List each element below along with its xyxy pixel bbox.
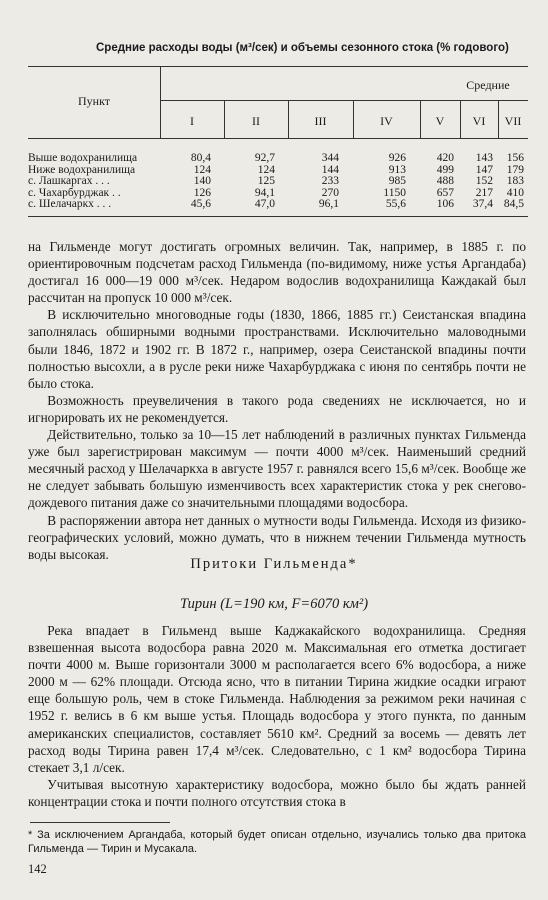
table-cell: 140: [193, 175, 211, 188]
table-cell: 124: [193, 163, 211, 176]
table-cell: 96,1: [318, 198, 339, 211]
table-bottom-rule: [28, 216, 528, 217]
table-cell: 147: [475, 163, 493, 176]
point-column-header: Пункт: [77, 94, 110, 108]
table-row-label: Выше водохранилища: [28, 152, 138, 164]
subsection-title: Тирин (L=190 км, F=6070 км²): [179, 596, 369, 612]
table-cell: 125: [257, 175, 275, 188]
table-title: Средние расходы воды (м³/сек) и объемы сезонного стока (% годового): [96, 42, 509, 54]
paragraph: Учитывая высотную характеристику водосбора, можно было бы ждать ранней концентрации стока и почти полного отсутствия стока в: [28, 776, 526, 809]
table-cell: 143: [475, 152, 493, 164]
section-title: Притоки Гильменда*: [190, 556, 358, 572]
table-mid-rule: [160, 100, 528, 101]
table-cell: 410: [506, 186, 524, 199]
table-cell: 217: [475, 186, 493, 199]
paragraph: В распоряжении автора нет данных о мутности воды Гильменда. Исходя из физико-географических условий, можно думать, что в нижнем течении Гильменда мутность воды высокая.: [28, 512, 526, 562]
table-cell: 144: [321, 163, 339, 176]
table-cell: 156: [506, 152, 524, 164]
table-cell: 488: [436, 175, 454, 188]
month-header: IV: [380, 114, 393, 128]
paragraph: Действительно, только за 10—15 лет наблюдений в различных пунктах Гильменда уже был зарегистрирован максимум — почти 4000 м³/сек. Наименьший средний месячный расход у Шелачаркха в августе 1957 г. равнялся всего 15,6 м³/сек. Вообще же не следует забывать большую изменчивость всех характеристик стока у рек снегово-дождевого питания даже со значительными площадями водосбора.: [28, 427, 526, 511]
month-column-divider: [420, 100, 421, 138]
table-row-label: Ниже водохранилища: [28, 163, 136, 176]
table-cell: 270: [321, 186, 339, 199]
table-cell: 344: [321, 152, 339, 164]
table-top-rule: [28, 66, 528, 67]
body-text-part1: [28, 238, 526, 563]
month-column-divider: [498, 100, 499, 138]
table-cell: 94,1: [254, 186, 275, 199]
page-number: 142: [28, 862, 47, 876]
table-cell: 80,4: [190, 152, 211, 164]
paragraph: Возможность преувеличения в такого рода сведениях не исключается, но и игнорировать их не рекомендуется.: [28, 392, 526, 425]
table-cell: 420: [436, 152, 454, 164]
month-header: VI: [472, 114, 486, 128]
table-cell: 37,4: [472, 198, 493, 211]
table-row-label: с. Чахарбурджак . .: [28, 186, 121, 199]
paragraph: В исключительно многоводные годы (1830, 1866, 1885 гг.) Сеистанская впадина заполнялась обширными водными пространствами. Исключительно маловодными были 1846, 1872 и 1902 гг. В 1872 г., например, озера Сеистанской впадины почти полностью высохли, а в русле реки ниже Чахарбурджака с июня по сентябрь почти не было стока.: [28, 307, 526, 391]
table-row-label: с. Лашкаргах . . .: [28, 175, 110, 188]
table-cell: 92,7: [254, 152, 275, 164]
average-column-header: Средние: [466, 78, 510, 92]
table-cell: 45,6: [190, 198, 211, 211]
table-cell: 47,0: [254, 198, 275, 211]
table-cell: 179: [506, 163, 524, 176]
table-cell: 126: [193, 186, 211, 199]
month-column-divider: [460, 100, 461, 138]
table-cell: 106: [436, 198, 454, 211]
month-header: V: [435, 114, 445, 128]
table-cell: 657: [436, 186, 454, 199]
table-cell: 183: [506, 175, 524, 188]
table-cell: 84,5: [503, 198, 524, 211]
table-cell: 1150: [383, 186, 406, 199]
table-cell: 985: [388, 175, 406, 188]
table-cell: 913: [388, 163, 406, 176]
footnote-rule: [30, 822, 170, 823]
month-header: I: [190, 114, 194, 128]
paragraph: Река впадает в Гильменд выше Каджакайского водохранилища. Средняя взвешенная высота водосбора равна 2020 м. Максимальная его отметка достигает почти 4000 м. Выше горизонтали 3000 м располагается всего 6% водосбора, а ниже 2000 м — 62% площади. Отсюда ясно, что в питании Тирина жидкие осадки играют еще большую роль, чем в стоке Гильменда. Наблюдения за режимом реки начиная с 1952 г. велись в 6 км выше устья. Площадь водосбора у этого пункта, по данным американских специалистов, составляет 5610 км². Средний за восемь — девять лет расход воды Тирина равен 17,4 м³/сек. Следовательно, с 1 км² водосбора Тирина стекает 3,1 л/сек.: [28, 623, 526, 775]
month-header: III: [314, 114, 327, 128]
table-cell: 233: [321, 175, 339, 188]
footnote: * За исключением Аргандаба, который будет описан отдельно, изучались только два притока Гильменда — Тирин и Мусакала.: [28, 829, 526, 855]
month-column-divider: [224, 100, 225, 138]
table-cell: 926: [388, 152, 406, 164]
body-text-part2: [28, 622, 526, 810]
flow-table: [28, 66, 528, 218]
table-cell: 152: [475, 175, 493, 188]
table-row-label: с. Шелачаркх . . .: [28, 198, 112, 211]
table-header-bottom-rule: [28, 138, 528, 139]
table-cell: 124: [257, 163, 275, 176]
month-column-divider: [353, 100, 354, 138]
table-cell: 55,6: [385, 198, 406, 211]
month-column-divider: [288, 100, 289, 138]
paragraph: на Гильменде могут достигать огромных величин. Так, например, в 1885 г. по ориентировочным подсчетам расход Гильменда (по-видимому, ниже устья Аргандаба) достигал 16 000—19 000 м³/сек. Недаром водослив водохранилища Каждакай был рассчитан на пропуск 10 000 м³/сек.: [28, 239, 526, 306]
month-header: II: [252, 114, 260, 128]
table-cell: 499: [436, 163, 454, 176]
month-header: VII: [504, 114, 522, 128]
